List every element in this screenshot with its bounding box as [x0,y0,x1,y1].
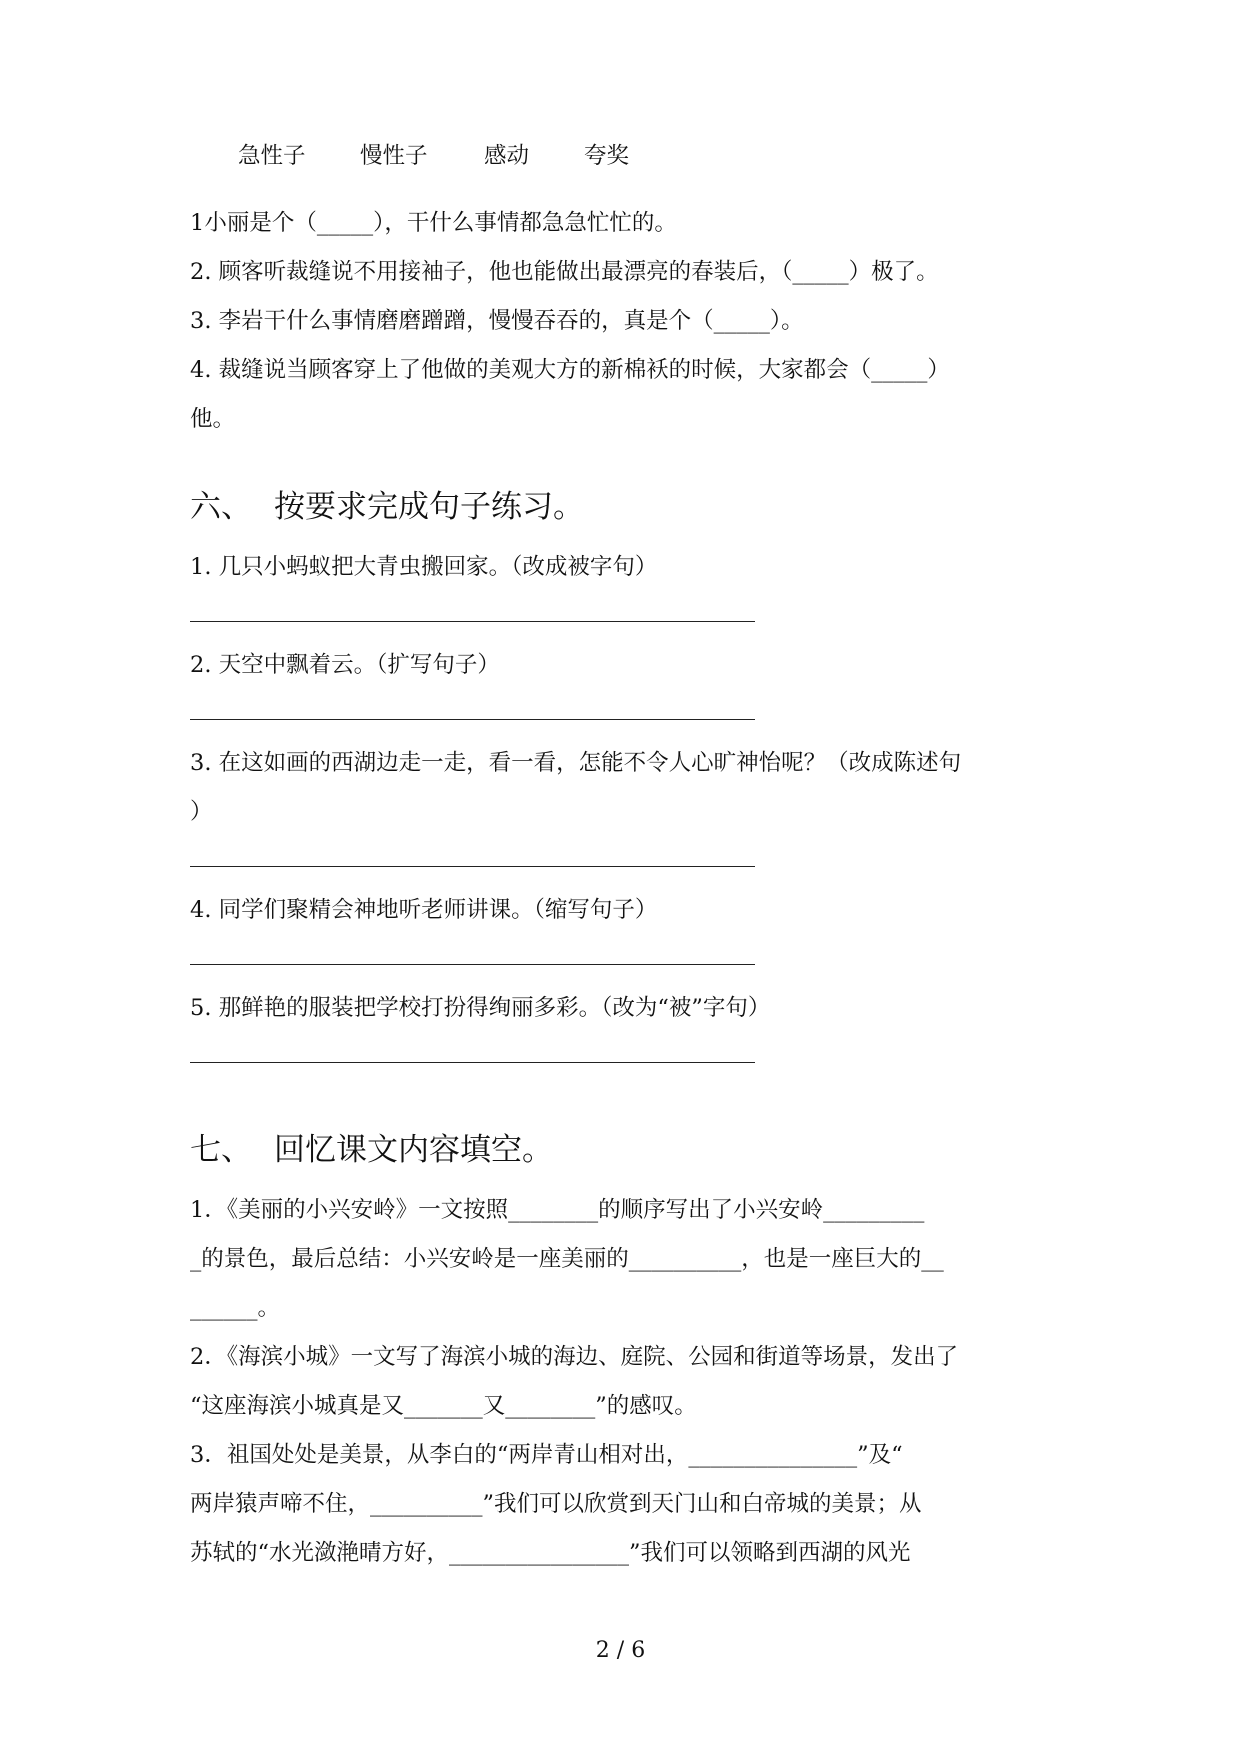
fill-blank-item: 2. 顾客听裁缝说不用接袖子，他也能做出最漂亮的春装后，（_____）极了。 [190,259,939,285]
recall-text-line: _的景色，最后总结：小兴安岭是一座美丽的__________，也是一座巨大的__ [190,1246,944,1272]
fill-blank-item: 1小丽是个（_____），干什么事情都急急忙忙的。 [190,210,677,236]
recall-text-line: 2．《海滨小城》一文写了海滨小城的海边、庭院、公园和街道等场景，发出了 [190,1344,959,1370]
sentence-exercise-continued: ） [190,799,213,825]
word-bank-item: 夸奖 [584,143,630,169]
recall-text-line: ______。 [190,1295,281,1321]
section-title: 按要求完成句子练习。 [274,489,584,525]
section-heading [190,1130,553,1170]
sentence-exercise: 1. 几只小蚂蚁把大青虫搬回家。（改成被字句） [190,554,658,580]
recall-text-line: 两岸猿声啼不住，__________”我们可以欣赏到天门山和白帝城的美景；从 [190,1491,922,1517]
sentence-exercise: 5. 那鲜艳的服装把学校打扮得绚丽多彩。（改为“被”字句） [190,995,771,1021]
word-bank-item: 感动 [484,143,530,169]
section-heading [190,487,584,527]
fill-blank-item-continued: 他。 [190,406,236,432]
sentence-exercise: 4. 同学们聚精会神地听老师讲课。（缩写句子） [190,897,658,923]
section-number: 六、 [190,489,252,525]
answer-line [190,866,755,867]
recall-text-line: “这座海滨小城真是又_______又________”的感叹。 [190,1393,697,1419]
answer-line [190,1062,755,1063]
recall-text-line: 苏轼的“水光潋滟晴方好，________________”我们可以领略到西湖的风光 [190,1540,911,1566]
answer-line [190,719,755,720]
fill-blank-item: 3. 李岩干什么事情磨磨蹭蹭，慢慢吞吞的，真是个（_____）。 [190,308,804,334]
sentence-exercise: 3. 在这如画的西湖边走一走，看一看，怎能不令人心旷神怡呢？（改成陈述句 [190,750,962,776]
word-bank-item: 慢性子 [360,143,428,169]
answer-line [190,621,755,622]
answer-line [190,964,755,965]
section-title: 回忆课文内容填空。 [274,1132,553,1168]
recall-text-line: 1．《美丽的小兴安岭》一文按照________的顺序写出了小兴安岭_________ [190,1197,925,1223]
word-bank-item: 急性子 [238,143,306,169]
recall-text-line: 3．祖国处处是美景，从李白的“两岸青山相对出，_______________”及“ [190,1442,903,1468]
page-number: 2 / 6 [595,1638,646,1663]
fill-blank-item: 4. 裁缝说当顾客穿上了他做的美观大方的新棉袄的时候，大家都会（_____） [190,357,950,383]
section-number: 七、 [190,1132,252,1168]
sentence-exercise: 2. 天空中飘着云。（扩写句子） [190,652,500,678]
